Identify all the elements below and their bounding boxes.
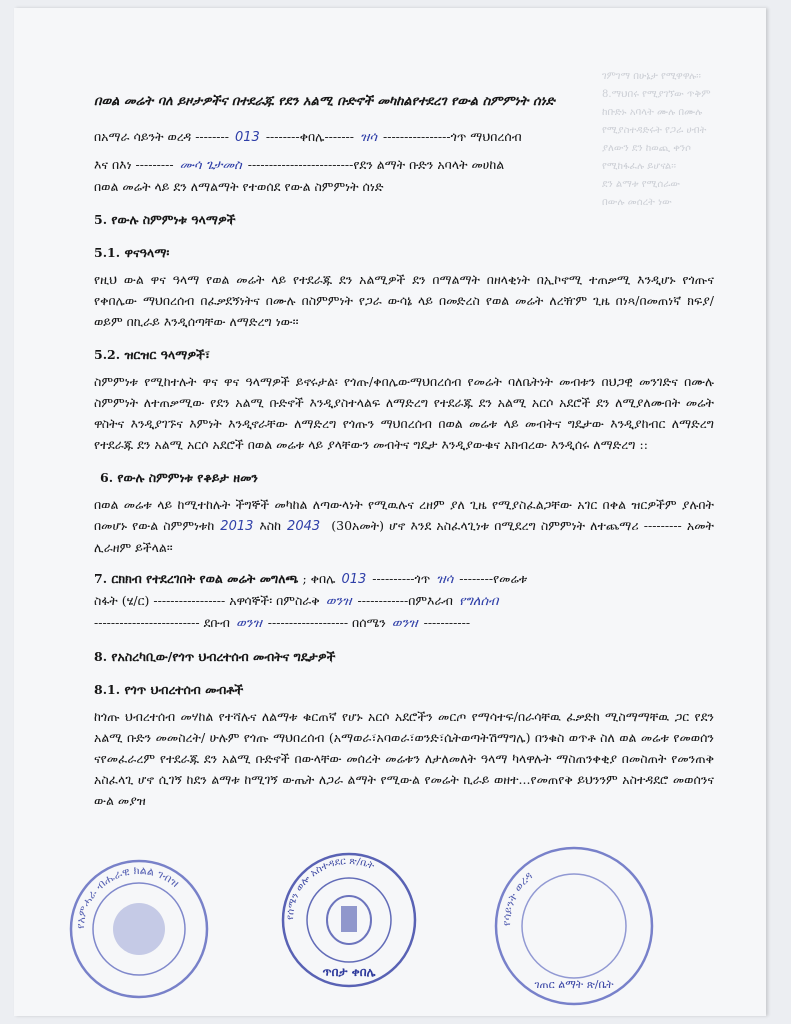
stamp-3-bottom-text: ገጠር ልማት ጽ/ቤት bbox=[534, 978, 614, 991]
svg-text:የሰሜን ወሎ አስተዳደር ጽ/ቤት bbox=[285, 856, 376, 920]
stamp-1-text: የአምሓራ ብሔራዊ ክልል ገብዝ bbox=[73, 863, 182, 930]
document-page bbox=[14, 8, 766, 1016]
handwritten-end-year: 2043 bbox=[287, 519, 321, 534]
section-7-line-1: 7. ርክክብ የተደረገበት የወል መሬት መግለጫ ; ቀበሌ 013 ----------ጎጥ ዝሳ --------የመሬቱ bbox=[94, 571, 528, 587]
section-7-line-3: ------------------------- ደቡብ ወንዝ ------------------- በሰሜን ወንዝ ----------- bbox=[94, 615, 471, 631]
handwritten-start-year: 2013 bbox=[220, 519, 254, 534]
section-7-heading: 7. ርክክብ የተደረገበት የወል መሬት መግለጫ bbox=[94, 571, 299, 586]
section-8-1-heading: 8.1. የጎጥ ህብረተሰብ መብቶች bbox=[94, 682, 244, 697]
section-8-heading: 8. የአስረካቢው/የጎጥ ህብረተሰብ መብትና ግዴታዎች bbox=[94, 649, 336, 664]
section-6-heading: 6. የውሉ ስምምነቱ የቆይታ ዘመን bbox=[100, 470, 258, 485]
handwritten-kebele: ዝሳ bbox=[360, 130, 377, 145]
section-7-line-2: ስፋት (ሄ/ር) ----------------- አዋሳኞች፡ በምስራቅ ወንዝ ------------በምእራብ የግለሰብ bbox=[94, 593, 499, 609]
official-stamp-3 bbox=[484, 838, 664, 1014]
section-5-heading: 5. የውሉ ስምምነቱ ዓላማዎች bbox=[94, 212, 236, 227]
official-stamp-2 bbox=[269, 840, 429, 990]
section-5-2-text: ስምምነቱ የሚከተሉት ዋና ዋና ዓላማዎች ይኖሩታል፡ የጎጡ/ቀበሌውማህበረሰብ የመሬት ባለቤትነት መብቱን በህጋዊ መንገድና በሙሉ ስምምነት ለተጠቃሚው የደን አልሚ ቡድኖች እንዲያስተላልፍ ለማድረግ የተደራጁ ደን አልሚ አርሶ አደሮች ደን ለሚያለሙበት መሬት ዋስትና እንዲያገኙና እምነት እንዲኖራቸው ለማድረግ የጎጡን ማህበረሰብ በወል መሬቱ ላይ መብትና ግዴታው እንዲያከብር ለማድረግ የተደራጁ ደን አልሚ አርሶ አደሮች በወል መሬቱ ላይ ያላቸውን መብትና ግዴታ እንዲያውቁና አክብረው እንዲሰሩ ለማድረግ :: bbox=[94, 374, 714, 452]
stamp-2-text: የሰሜን ወሎ አስተዳደር ጽ/ቤት bbox=[284, 855, 376, 921]
stamp-2-bottom-text: ጥበታ ቀበሌ bbox=[322, 965, 376, 979]
parties-line-2: እና በእነ --------- ሙሳ ጌታመስ -------------------------የደን ልማት ቡድን አባላት መሀከል bbox=[94, 157, 505, 173]
stamp-3-text: የሳይንት ወረዳ bbox=[499, 869, 536, 927]
handwritten-group-leader: ሙሳ ጌታመስ bbox=[179, 158, 242, 173]
section-6-text: በወል መሬቱ ላይ ከሚተከሉት ችግኞች መካከል ለጣውላነት የሚዉሉና ረዘም ያለ ጊዜ የሚያስፈልጋቸው አገር በቀል ዝርዎችም ያሉበት በመሆኑ የውል ስምምነቱከ 2013 እስከ 2043 (30አመት) ሆኖ እንደ አስፈላጊነቱ በሚደረግ ስምምነት ለተጨማሪ --------- አመት ሊራዘም ይችላል፡፡ bbox=[94, 497, 714, 555]
parties-line-1: በአማራ ሳይንት ወረዳ -------- 013 --------ቀበሌ------- ዝሳ ----------------ጎጥ ማህበረሰብ bbox=[94, 129, 522, 145]
section-5-1-text: የዚህ ውል ዋና ዓላማ የወል መሬት ላይ የተደራጁ ደን አልሚዎች ደን በማልማት በዘላቂነት በኢኮኖሚ ተጠቃሚ እንዲሆኑ የጎጡና የቀበሌው ማህበረሰብ በፈቃደኝነትና በሙሉ በስምምነት የጋራ ውሳኔ ላይ በመድረስ የወል መሬት ለረዥም ጊዜ በነጻ/በመጠነኛ ክፍያ/ ወይም በኪራይ እንዲሰጣቸው ለማድረግ ነው፡፡ bbox=[94, 272, 714, 329]
document-body bbox=[94, 92, 714, 815]
section-5-1-heading: 5.1. ዋናዓላማ፡ bbox=[94, 245, 170, 260]
section-8-1-text: ከጎጡ ህብረተሰብ መሃከል የተሻሉና ለልማቱ ቁርጠኛ የሆኑ አርሶ አደሮችን መርጦ የማሳተፍ/በራሳቸዉ ፈቃድከ ሚስማማቸዉ ጋር የደን አልሚ ቡድን መመስረት/ ሁሉም የጎጡ ማህበረሰብ (አማወራ፣አባወራ፣ወንድ፣ሴትወጣትሽማግሌ) በንቁስ ወጥቶ ስለ ወል መሬቱ የመወሰን ናየመፈራረም የተደራጁ ደን አልሚ ቡድኖች በውላቸው መሰረት መሬቱን ለታለመለት ዓላማ ካላዋሉት ማስጠንቀቂያ በመስጠት የመንጠቅ አስፈላጊ ሆኖ ሲገኝ ከደን ልማቱ ከሚገኝ ውጤት ለጋራ ልማት የሚውል የመሬት ኪራይ ወዘተ...የመጠየቅ ይህንንም አስተዳደሮ መወሰንና ውል መያዝ bbox=[94, 709, 714, 808]
stamps-area bbox=[64, 840, 684, 1016]
document-title: በወል መሬት ባለ ይዞታዎችና በተደራጁ የደን አልሚ ቡድኖች መካከልየተደረገ የውል ስምምነት ሰነድ bbox=[94, 94, 555, 109]
official-stamp-1 bbox=[64, 854, 214, 1004]
handwritten-woreda: 013 bbox=[234, 130, 260, 145]
bleed-through-text: ገምገማ በሁኔታ የሚዋዋሉ፡፡ 8.ማህበሩ የሚያገኘው ጥቅም ከቡድኑ አባላት ሙሉ በሙሉ የሚያስተዳድሩት የጋራ ሀብት ያለውን ደን ከወጪ ቀንሶ የሚከፋፈሉ ይሆናል፡፡ ደን ልማቱ የሚሰራው በውሉ መሰረት ነው bbox=[602, 71, 711, 208]
section-5-2-heading: 5.2. ዝርዝር ዓላማዎች፣ bbox=[94, 347, 211, 362]
parties-line-3: በወል መሬት ላይ ደን ለማልማት የተወሰደ የውል ስምምነት ሰነድ bbox=[94, 179, 384, 194]
